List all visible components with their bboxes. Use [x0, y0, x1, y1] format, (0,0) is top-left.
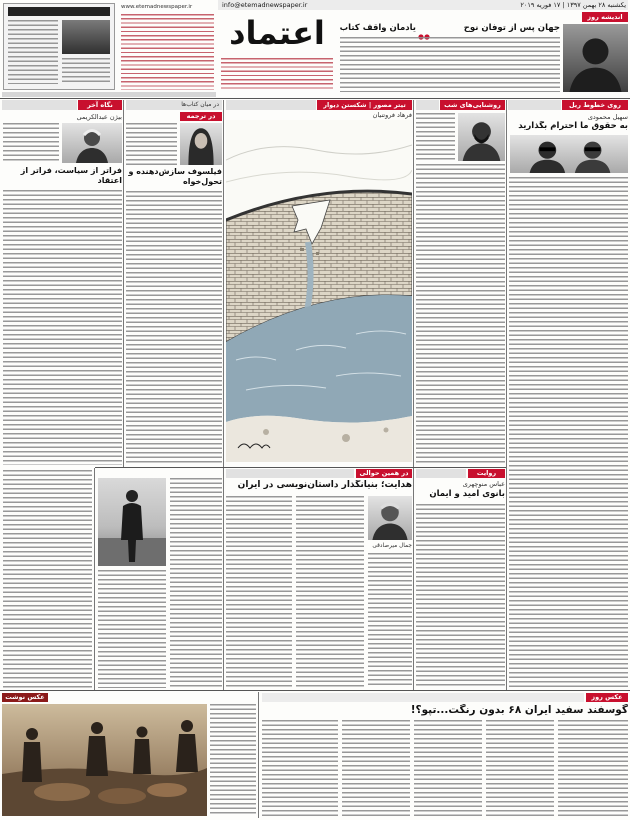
- books-author-photo: [180, 123, 222, 165]
- thumbnail-text: [62, 58, 110, 84]
- article-body-text: [262, 720, 338, 817]
- column-divider: [223, 100, 224, 690]
- issue-info-strip: [2, 92, 216, 97]
- standing-man-silhouette-icon: [98, 478, 166, 566]
- nearby-photo-caption: جمال میرصادقی: [372, 543, 412, 549]
- narrative-headline: بانوی امید و ایمان: [429, 489, 505, 499]
- narrative-author: عباس منوچهری: [462, 480, 505, 488]
- article-body-text: [340, 37, 560, 92]
- article-body-text: [509, 177, 628, 688]
- books-section-label: در ترجمه: [180, 112, 222, 121]
- nearby-author-photo: [368, 496, 412, 540]
- article-body-text: [486, 720, 554, 817]
- nearby-section-label: در همین حوالی: [356, 469, 412, 478]
- person-silhouette-icon: [563, 24, 628, 92]
- article-body-text: [414, 720, 482, 817]
- column-divider: [123, 100, 124, 467]
- front-page-thumbnail: [3, 3, 115, 90]
- night-section-label: روشنایی‌های شب: [440, 100, 505, 110]
- photo-caption-label: عکس نوشت: [2, 693, 48, 702]
- nearby-headline: هدایت؛ بنیانگذار داستان‌نویسی در ایران: [237, 480, 412, 490]
- news-section-label: عکس روز: [586, 693, 628, 702]
- hedayat-photo: [98, 478, 166, 566]
- wall-cartoon: [226, 120, 412, 462]
- section-divider: [95, 467, 506, 468]
- person-silhouette-icon: [368, 496, 412, 540]
- cartoon-header-bar: [226, 100, 316, 110]
- column-divider: [413, 100, 414, 690]
- column-divider: [506, 100, 507, 690]
- books-header-bar: در میان کتاب‌ها: [126, 100, 222, 110]
- thumbnail-photo: [62, 20, 110, 54]
- article-body-text: [416, 504, 505, 688]
- article-body-text: [342, 720, 410, 817]
- column-divider: [94, 468, 95, 690]
- person-silhouette-icon: [62, 123, 122, 163]
- cartoon-author: فرهاد فروتنیان: [372, 111, 412, 119]
- photo-caption-text: [210, 704, 256, 816]
- thumbnail-masthead: [8, 7, 110, 16]
- last-look-headline: فراتر از سیاست، فراتر از اعتقاد: [20, 166, 122, 185]
- article-body-text: [296, 496, 364, 688]
- rail-headline: به حقوق ما احترام بگذارید: [518, 121, 628, 131]
- bottom-divider: [0, 690, 630, 691]
- night-header-bar: [416, 100, 439, 110]
- date-line: یکشنبه ۲۸ بهمن ۱۳۹۷ | ۱۷ فوریه ۲۰۱۹: [520, 1, 626, 9]
- last-look-author-photo: [62, 123, 122, 163]
- rail-header-bar: [508, 100, 561, 110]
- article-body-text: [416, 113, 455, 161]
- night-author-photo: [458, 113, 505, 161]
- rail-section-label: روی خطوط ریل: [562, 100, 628, 110]
- thumbnail-text: [8, 20, 58, 84]
- news-header-bar: [262, 693, 584, 702]
- books-headline: فیلسوف سازش‌دهنده و تحول‌خواه: [128, 167, 222, 186]
- last-look-section-label: نگاه آخر: [78, 100, 122, 110]
- crowd-scene-icon: [2, 704, 207, 816]
- masthead-credits-text: [221, 58, 333, 91]
- last-look-header-bar: [2, 100, 77, 110]
- column-divider: [258, 692, 259, 818]
- article-body-text: [3, 123, 59, 163]
- article-body-text: [126, 191, 222, 464]
- person-silhouette-icon: [458, 113, 505, 161]
- rail-author-photo: [510, 135, 628, 173]
- cartoon-section-label: تیتر مصور | شکستن دیوار: [317, 100, 412, 110]
- sheep-news-headline: گوسفند سفید ایران ۶۸ بدون رنگت...تپو؟!: [410, 704, 628, 716]
- article-body-text: [3, 470, 92, 688]
- header-divider: [0, 98, 630, 99]
- quote-mark-icon: [418, 25, 430, 31]
- website-address: www.etemadnewspaper.ir: [121, 4, 193, 10]
- person-silhouette-icon: [510, 135, 628, 173]
- person-silhouette-icon: [180, 123, 222, 165]
- top-story-second-headline: یادمان واقف کتاب: [339, 23, 416, 33]
- rail-author: سهیل محمودی: [587, 113, 628, 121]
- article-body-text: [170, 478, 222, 688]
- top-story-photo: [563, 24, 628, 92]
- article-body-text: [416, 164, 505, 464]
- article-body-text: [226, 496, 292, 688]
- top-story-headline: جهان پس از توفان نوح: [463, 23, 560, 33]
- article-body-text: [368, 553, 412, 688]
- last-look-author: بیژن عبدالکریمی: [76, 113, 122, 121]
- newspaper-logo: اعتماد: [229, 14, 325, 52]
- article-body-text: [98, 570, 166, 688]
- sheep-market-photo: [2, 704, 207, 816]
- top-story-section-label: اندیشه روز: [582, 12, 628, 22]
- masthead-info-text: [121, 14, 214, 90]
- article-body-text: [3, 190, 122, 465]
- article-body-text: [558, 720, 628, 817]
- nearby-header-bar: [226, 469, 354, 478]
- email-address: info@etemadnewspaper.ir: [222, 1, 308, 9]
- narrative-header-bar: [416, 469, 466, 478]
- article-body-text: [126, 123, 177, 165]
- narrative-section-label: روایت: [468, 469, 505, 478]
